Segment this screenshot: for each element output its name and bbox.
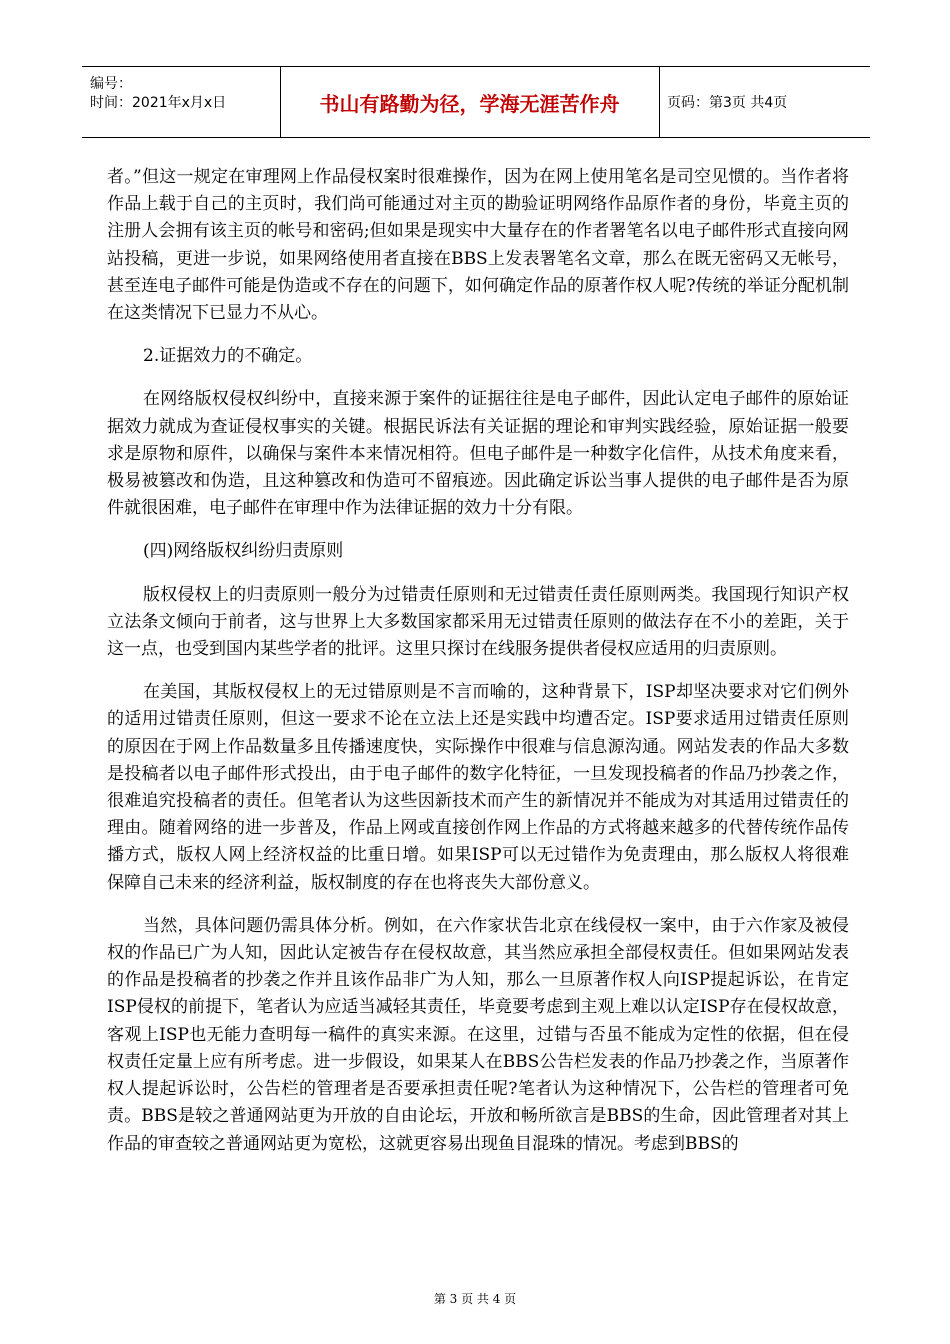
section-heading-liability: (四)网络版权纠纷归责原则	[143, 541, 344, 562]
paragraph-usa: 在美国，其版权侵权上的无过错原则是不言而喻的，这种背景下，ISP却坚决要求对它们例外的适用过错责任原则，但这一要求不论在立法上还是实践中均遭否定。ISP要求适用过错责任原则的原因在于网上作品数量多且传播速度快，实际操作中很难与信息源沟通。网站发表的作品大多数是投稿者以电子邮件形式投出，由于电子邮件的数字化特征，一旦发现投稿者的作品乃抄袭之作，很难追究投稿者的责任。但笔者认为这些因新技术而产生的新情况并不能成为对其适用过错责任的理由。随着网络的进一步普及，作品上网或直接创作网上作品的方式将越来越多的代替传统作品传播方式，版权人网上经济权益的比重日增。如果ISP可以无过错作为免责理由，那么版权人将很难保障自己未来的经济利益，版权制度的存在也将丧失大部份意义。	[107, 682, 849, 893]
code-label: 编号：	[90, 76, 132, 92]
paragraph-continuation: 者。”但这一规定在审理网上作品侵权案时很难操作，因为在网上使用笔名是司空见惯的。当作者将作品上载于自己的主页时，我们尚可能通过对主页的勘验证明网络作品原作者的身份，毕竟主页的注册人会拥有该主页的帐号和密码;但如果是现实中大量存在的作者署笔名以电子邮件形式直接向网站投稿，更进一步说，如果网络使用者直接在BBS上发表署笔名文章，那么在既无密码又无帐号，甚至连电子邮件可能是伪造或不存在的问题下，如何确定作品的原著作权人呢?传统的举证分配机制在这类情况下已显力不从心。	[107, 167, 849, 324]
header-meta	[82, 67, 281, 137]
paragraph-analysis: 当然，具体问题仍需具体分析。例如，在六作家状告北京在线侵权一案中，由于六作家及被侵权的作品已广为人知，因此认定被告存在侵权故意，其当然应承担全部侵权责任。但如果网站发表的作品是投稿者的抄袭之作并且该作品非广为人知，那么一旦原著作权人向ISP提起诉讼，在肯定ISP侵权的前提下，笔者认为应适当减轻其责任，毕竟要考虑到主观上难以认定ISP存在侵权故意，客观上ISP也无能力查明每一稿件的真实来源。在这里，过错与否虽不能成为定性的依据，但在侵权责任定量上应有所考虑。进一步假设，如果某人在BBS公告栏发表的作品乃抄袭之作，当原著作权人提起诉讼时，公告栏的管理者是否要承担责任呢?笔者认为这种情况下，公告栏的管理者可免责。BBS是较之普通网站更为开放的自由论坛，开放和畅所欲言是BBS的生命，因此管理者对其上作品的审查较之普通网站更为宽松，这就更容易出现鱼目混珠的情况。考虑到BBS的	[107, 915, 849, 1154]
date-text: 时间：2021年x月x日	[90, 95, 227, 111]
section-heading-evidence: 2.证据效力的不确定。	[143, 346, 313, 367]
header-page-info: 页码：第3页 共4页	[667, 95, 788, 111]
document-body	[107, 164, 849, 1174]
page-footer: 第 3 页 共 4 页	[433, 1292, 517, 1306]
paragraph-evidence: 在网络版权侵权纠纷中，直接来源于案件的证据往往是电子邮件，因此认定电子邮件的原始证据效力就成为查证侵权事实的关键。根据民诉法有关证据的理论和审判实践经验，原始证据一般要求是原物和原件，以确保与案件本来情况相符。但电子邮件是一种数字化信件，从技术角度来看，极易被篡改和伪造，且这种篡改和伪造可不留痕迹。因此确定诉讼当事人提供的电子邮件是否为原件就很困难，电子邮件在审理中作为法律证据的效力十分有限。	[107, 389, 849, 519]
page-header	[82, 66, 870, 138]
header-motto: 书山有路勤为径，学海无涯苦作舟	[280, 67, 660, 137]
paragraph-principles: 版权侵权上的归责原则一般分为过错责任原则和无过错责任责任原则两类。我国现行知识产权立法条文倾向于前者，这与世界上大多数国家都采用无过错责任原则的做法存在不小的差距，关于这一点，也受到国内某些学者的批评。这里只探讨在线服务提供者侵权应适用的归责原则。	[107, 584, 849, 660]
